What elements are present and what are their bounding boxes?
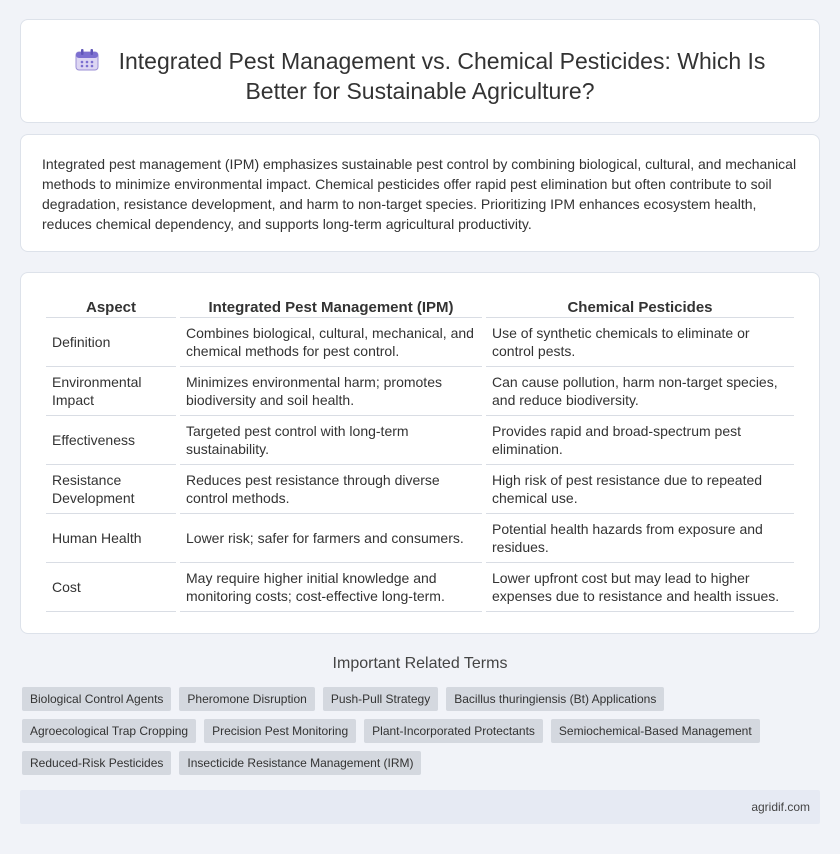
page-title-text: Integrated Pest Management vs. Chemical Pesticides: Which Is Better for Sustainable Agriculture? xyxy=(118,48,766,104)
cell-ipm: Targeted pest control with long-term sustainability. xyxy=(180,416,482,465)
comparison-table xyxy=(42,298,798,612)
term-tag[interactable]: Reduced-Risk Pesticides xyxy=(22,751,171,775)
cell-aspect: Definition xyxy=(46,318,176,367)
header-chemical: Chemical Pesticides xyxy=(486,298,794,318)
term-tag[interactable]: Agroecological Trap Cropping xyxy=(22,719,196,743)
cell-chemical: Lower upfront cost but may lead to higher expenses due to resistance and health issues. xyxy=(486,563,794,612)
cell-chemical: Provides rapid and broad-spectrum pest elimination. xyxy=(486,416,794,465)
cell-ipm: Combines biological, cultural, mechanical, and chemical methods for pest control. xyxy=(180,318,482,367)
cell-aspect: Resistance Development xyxy=(46,465,176,514)
term-tag[interactable]: Insecticide Resistance Management (IRM) xyxy=(179,751,421,775)
term-tag[interactable]: Push-Pull Strategy xyxy=(323,687,438,711)
footer xyxy=(20,790,820,824)
calendar-icon xyxy=(75,48,99,70)
table-row xyxy=(46,367,794,416)
footer-site-link[interactable]: agridif.com xyxy=(751,800,810,814)
cell-chemical: Potential health hazards from exposure and residues. xyxy=(486,514,794,563)
header-card xyxy=(20,19,820,123)
table-row xyxy=(46,416,794,465)
related-terms-list xyxy=(22,687,812,783)
cell-aspect: Cost xyxy=(46,563,176,612)
term-tag[interactable]: Plant-Incorporated Protectants xyxy=(364,719,543,743)
header-ipm: Integrated Pest Management (IPM) xyxy=(180,298,482,318)
table-row xyxy=(46,318,794,367)
header-aspect: Aspect xyxy=(46,298,176,318)
page-title xyxy=(61,46,779,106)
table-row xyxy=(46,563,794,612)
table-header-row xyxy=(46,298,794,318)
summary-text: Integrated pest management (IPM) emphasizes sustainable pest control by combining biological, cultural, and mechanical methods to minimize environmental impact. Chemical pesticides offer rapid pest elimination but often contribute to soil degradation, resistance development, and harm to non-target species. Prioritizing IPM enhances ecosystem health, reduces chemical dependency, and supports long-term agricultural productivity. xyxy=(42,156,797,232)
cell-ipm: Minimizes environmental harm; promotes biodiversity and soil health. xyxy=(180,367,482,416)
cell-chemical: Use of synthetic chemicals to eliminate or control pests. xyxy=(486,318,794,367)
term-tag[interactable]: Pheromone Disruption xyxy=(179,687,314,711)
related-terms-title: Important Related Terms xyxy=(332,655,508,672)
title-wrap xyxy=(61,46,779,106)
cell-ipm: Reduces pest resistance through diverse control methods. xyxy=(180,465,482,514)
comparison-table-card xyxy=(20,272,820,634)
term-tag[interactable]: Biological Control Agents xyxy=(22,687,171,711)
cell-chemical: High risk of pest resistance due to repeated chemical use. xyxy=(486,465,794,514)
cell-ipm: Lower risk; safer for farmers and consumers. xyxy=(180,514,482,563)
summary-card xyxy=(20,134,820,252)
table-row xyxy=(46,514,794,563)
cell-chemical: Can cause pollution, harm non-target species, and reduce biodiversity. xyxy=(486,367,794,416)
term-tag[interactable]: Precision Pest Monitoring xyxy=(204,719,356,743)
term-tag[interactable]: Bacillus thuringiensis (Bt) Applications xyxy=(446,687,664,711)
cell-aspect: Effectiveness xyxy=(46,416,176,465)
term-tag[interactable]: Semiochemical-Based Management xyxy=(551,719,760,743)
table-row xyxy=(46,465,794,514)
cell-ipm: May require higher initial knowledge and monitoring costs; cost-effective long-term. xyxy=(180,563,482,612)
cell-aspect: Human Health xyxy=(46,514,176,563)
cell-aspect: Environmental Impact xyxy=(46,367,176,416)
